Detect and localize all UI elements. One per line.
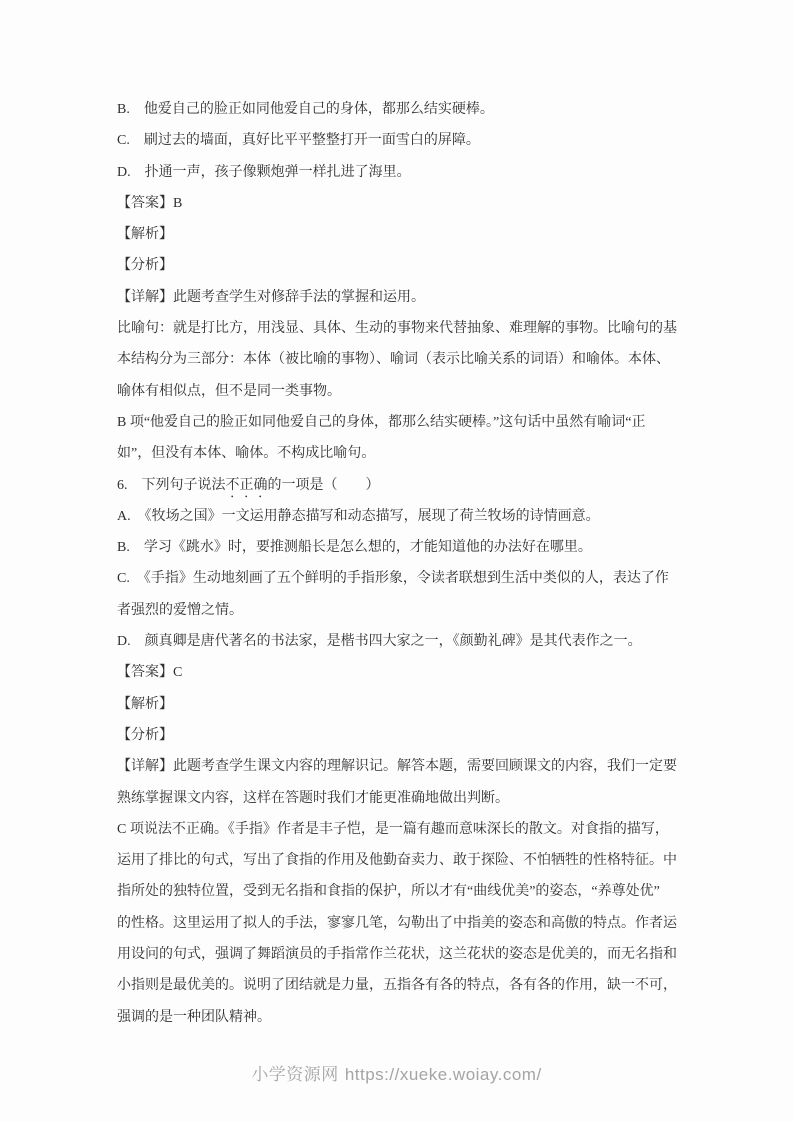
q6-xiangjie-line-2: 熟练掌握课文内容，这样在答题时我们才能更准确地做出判断。 — [117, 790, 509, 806]
q6-explain-line-5: 用设问的句式，强调了舞蹈演员的手指常作兰花状，这兰花状的姿态是优美的，而无名指和 — [117, 947, 677, 963]
q6-explain-line-2: 运用了排比的句式，写出了食指的作用及他勤奋卖力、敢于探险、不怕牺牲的性格特征。中 — [117, 853, 677, 869]
q6-option-b: B. 学习《跳水》时，要推测船长是怎么想的，才能知道他的办法好在哪里。 — [117, 540, 592, 556]
q6-explain-line-7: 强调的是一种团队精神。 — [117, 1009, 271, 1025]
footer-url: https://xueke.woiay.com/ — [344, 1065, 542, 1084]
stem-text: 的一项是（ ） — [267, 477, 380, 493]
q6-option-a: A. 《牧场之国》一文运用静态描写和动态描写，展现了荷兰牧场的诗情画意。 — [117, 508, 600, 524]
q6-explain-line-6: 小指则是最优美的。说明了团结就是力量，五指各有各的特点，各有各的作用，缺一不可， — [117, 978, 677, 994]
q6-explain-line-3: 指所处的独特位置，受到无名指和食指的保护，所以才有“曲线优美”的姿态，“养尊处优” — [117, 884, 660, 900]
q5-explain-line-1: 比喻句：就是打比方，用浅显、具体、生动的事物来代替抽象、难理解的事物。比喻句的基 — [117, 321, 677, 337]
q6-option-c-line-1: C. 《手指》生动地刻画了五个鲜明的手指形象，令读者联想到生活中类似的人，表达了作 — [117, 571, 669, 587]
page-footer — [0, 1060, 793, 1085]
stem-text: 6. 下列句子说法 — [117, 477, 226, 493]
q6-explain-line-4: 的性格。这里运用了拟人的手法，寥寥几笔，勾勒出了中指美的姿态和高傲的特点。作者运 — [117, 915, 677, 931]
q5-option-d: D. 扑通一声，孩子像颗炮弹一样扎进了海里。 — [117, 164, 411, 180]
q5-explain-line-3: 喻体有相似点，但不是同一类事物。 — [117, 383, 341, 399]
q6-xiangjie-line-1: 【详解】此题考查学生课文内容的理解识记。解答本题，需要回顾课文的内容，我们一定要 — [117, 759, 677, 775]
q6-option-c-line-2: 者强烈的爱憎之情。 — [117, 602, 243, 618]
q6-fenxi-label: 【分析】 — [117, 727, 173, 743]
q5-explain-line-5: 如”，但没有本体、喻体。不构成比喻句。 — [117, 446, 376, 462]
q6-explain-line-1: C 项说法不正确。《手指》作者是丰子恺，是一篇有趣而意味深长的散文。对食指的描写， — [117, 821, 669, 837]
q5-jiexi-label: 【解析】 — [117, 227, 173, 243]
q5-xiangjie: 【详解】此题考查学生对修辞手法的掌握和运用。 — [117, 289, 425, 305]
q6-jiexi-label: 【解析】 — [117, 696, 173, 712]
emphasized-text: 不正确 — [225, 477, 268, 493]
q6-stem — [117, 470, 717, 501]
q5-answer: 【答案】B — [117, 195, 183, 211]
q5-option-b: B. 他爱自己的脸正如同他爱自己的身体，都那么结实硬棒。 — [117, 102, 494, 117]
footer-site-name: 小学资源网 — [251, 1065, 339, 1084]
q5-explain-line-4: B 项“他爱自己的脸正如同他爱自己的身体，都那么结实硬棒。”这句话中虽然有喻词“正 — [117, 414, 646, 430]
q5-explain-line-2: 本结构分为三部分：本体（被比喻的事物）、喻词（表示比喻关系的词语）和喻体。本体、 — [117, 352, 670, 368]
q6-option-d: D. 颜真卿是唐代著名的书法家，是楷书四大家之一，《颜勤礼碑》是其代表作之一。 — [117, 634, 642, 650]
q5-fenxi-label: 【分析】 — [117, 258, 173, 274]
q5-option-c: C. 刷过去的墙面，真好比平平整整打开一面雪白的屏障。 — [117, 133, 480, 149]
document-body — [117, 94, 717, 1033]
q6-answer: 【答案】C — [117, 665, 183, 681]
